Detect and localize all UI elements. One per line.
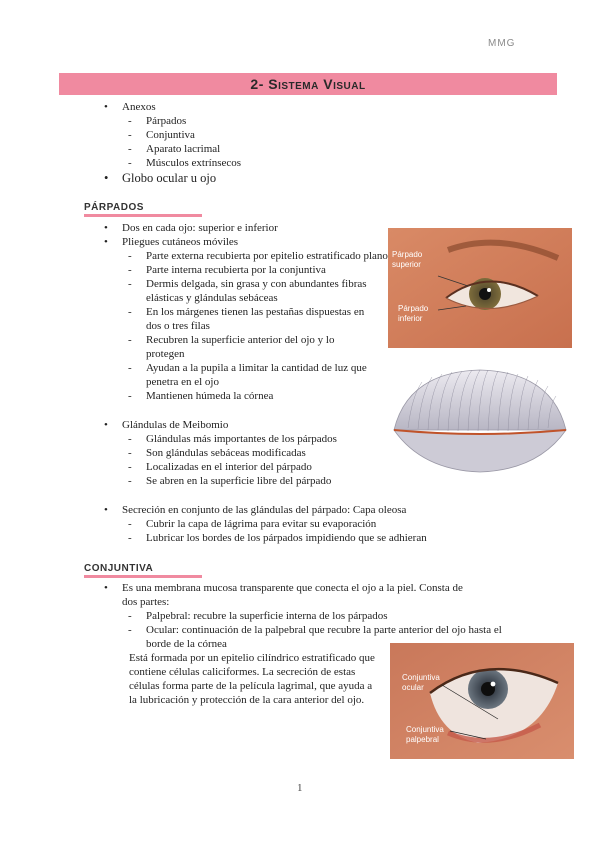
list-item: - Ocular: continuación de la palpebral que recubre la parte anterior del ojo hasta el borde de la córnea (128, 624, 502, 650)
label-parpado-superior: Párpado superior (392, 250, 423, 269)
list-item: - Aparato lacrimal (128, 143, 221, 155)
bullet-icon: • (104, 582, 108, 594)
list-item: - Cubrir la capa de lágrima para evitar su evaporación (128, 518, 377, 530)
dash-icon: - (128, 475, 132, 487)
list-item: - Glándulas más importantes de los párpados (128, 433, 337, 445)
author-initials: MMG (488, 38, 516, 49)
intro-list (104, 100, 422, 114)
parpados-list-1 (104, 221, 392, 249)
secrecion-sublist (128, 517, 506, 545)
bullet-icon: • (104, 504, 108, 516)
list-item: • Pliegues cutáneos móviles (104, 236, 239, 248)
list-item: • Glándulas de Meibomio (104, 419, 229, 431)
dash-icon: - (128, 433, 132, 445)
list-item: • Anexos (104, 101, 156, 113)
dash-icon: - (128, 250, 132, 262)
dash-icon: - (128, 264, 132, 276)
meibomian-gland-illustration (388, 366, 572, 478)
parpados-list-2 (104, 418, 392, 432)
page-number: 1 (297, 782, 303, 794)
dash-icon: - (128, 610, 132, 622)
dash-icon: - (128, 624, 132, 636)
bullet-icon: • (104, 419, 108, 431)
dash-icon: - (128, 129, 132, 141)
label-parpado-inferior: Párpado inferior (398, 304, 429, 323)
meibomio-sublist (128, 432, 392, 488)
dash-icon: - (128, 390, 132, 402)
conjuntiva-list (104, 581, 472, 609)
bullet-icon: • (104, 236, 108, 248)
parpados-list-3 (104, 503, 502, 517)
list-item: - Mantienen húmeda la córnea (128, 390, 274, 402)
pliegues-sublist (128, 249, 392, 403)
section-underline (84, 214, 202, 217)
bullet-icon: • (104, 171, 109, 185)
list-item: - Dermis delgada, sin grasa y con abundantes fibras elásticas y glándulas sebáceas (128, 278, 367, 304)
list-item: - Parte interna recubierta por la conjuntiva (128, 264, 326, 276)
list-item: • Secreción en conjunto de las glándulas del párpado: Capa oleosa (104, 504, 407, 516)
list-item: - Ayudan a la pupila a limitar la cantidad de luz que penetra en el ojo (128, 362, 367, 388)
list-item: - Conjuntiva (128, 129, 195, 141)
list-item: - Lubricar los bordes de los párpados impidiendo que se adhieran (128, 532, 427, 544)
list-item: - Localizadas en el interior del párpado (128, 461, 312, 473)
list-item: - En los márgenes tienen las pestañas dispuestas en dos o tres filas (128, 306, 365, 332)
dash-icon: - (128, 447, 132, 459)
eyelid-photo (388, 228, 572, 348)
bullet-icon: • (104, 222, 108, 234)
dash-icon: - (128, 157, 132, 169)
dash-icon: - (128, 306, 132, 318)
eyelid-illustration (388, 228, 572, 348)
label-conjuntiva-palpebral: Conjuntiva palpebral (406, 725, 444, 744)
list-item: - Recubren la superficie anterior del ojo y lo protegen (128, 334, 335, 360)
section-heading-conjuntiva: CONJUNTIVA (84, 563, 154, 574)
list-item: - Párpados (128, 115, 187, 127)
conjunctiva-photo (390, 643, 574, 759)
section-underline (84, 575, 202, 578)
dash-icon: - (128, 362, 132, 374)
dash-icon: - (128, 461, 132, 473)
title-bar (59, 73, 557, 95)
list-item: • Es una membrana mucosa transparente que conecta el ojo a la piel. Consta de dos partes: (104, 582, 463, 608)
bullet-icon: • (104, 101, 108, 113)
page-title: 2- Sistema Visual (250, 76, 366, 92)
list-item: - Son glándulas sebáceas modificadas (128, 447, 306, 459)
label-conjuntiva-ocular: Conjuntiva ocular (402, 673, 440, 692)
section-heading-parpados: PÁRPADOS (84, 202, 144, 213)
dash-icon: - (128, 278, 132, 290)
globo-list (104, 171, 422, 185)
list-item: - Parte externa recubierta por epitelio estratificado plano (128, 250, 388, 262)
list-item: • Globo ocular u ojo (104, 171, 217, 185)
dash-icon: - (128, 532, 132, 544)
list-item: - Músculos extrínsecos (128, 157, 242, 169)
dash-icon: - (128, 143, 132, 155)
list-item: • Dos en cada ojo: superior e inferior (104, 222, 278, 234)
conjuntiva-paragraph: Está formada por un epitelio cilíndrico estratificado que contiene células caliciformes. La secreción de estas células forma parte de la película lagrimal, que ayuda a la lubricación y protección de la cara anterior del ojo. (129, 652, 375, 706)
dash-icon: - (128, 334, 132, 346)
list-item: - Se abren en la superficie libre del párpado (128, 475, 332, 487)
list-item: - Palpebral: recubre la superficie interna de los párpados (128, 610, 388, 622)
anexos-sublist (128, 114, 446, 170)
dash-icon: - (128, 115, 132, 127)
dash-icon: - (128, 518, 132, 530)
